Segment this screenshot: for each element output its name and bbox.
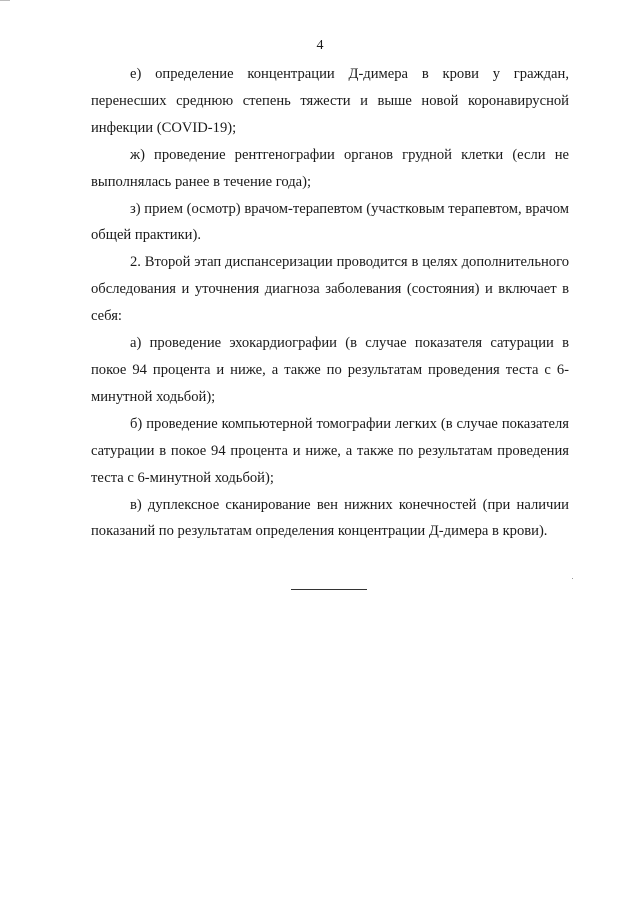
scan-corner-mark: [0, 0, 10, 1]
document-body: [91, 61, 569, 545]
scan-speck: [572, 578, 573, 579]
paragraph-z-therapist: з) прием (осмотр) врачом-терапевтом (участковым терапевтом, врачом общей практики).: [91, 200, 569, 244]
paragraph-b-ct-lungs: б) проведение компьютерной томографии легких (в случае показателя сатурации в покое 94 процента и ниже, а также по результатам проведения теста с 6-минутной ходьбой);: [91, 415, 569, 486]
end-separator-line: [291, 589, 367, 590]
page-number: 4: [316, 38, 324, 53]
paragraph-second-stage: 2. Второй этап диспансеризации проводится в целях дополнительного обследования и уточнения диагноза заболевания (состояния) и включает в себя:: [91, 254, 569, 325]
paragraph-e-d-dimer: е) определение концентрации Д-димера в крови у граждан, перенесших среднюю степень тяжести и выше новой коронавирусной инфекции (COVID-19);: [91, 66, 569, 136]
paragraph-zh-x-ray: ж) проведение рентгенографии органов грудной клетки (если не выполнялась ранее в течение года);: [91, 146, 569, 190]
paragraph-v-duplex-scan: в) дуплексное сканирование вен нижних конечностей (при наличии показаний по результатам определения концентрации Д-димера в крови).: [91, 496, 569, 540]
paragraph-a-echocardiography: а) проведение эхокардиографии (в случае показателя сатурации в покое 94 процента и ниже, а также по результатам проведения теста с 6-минутной ходьбой);: [91, 335, 569, 405]
